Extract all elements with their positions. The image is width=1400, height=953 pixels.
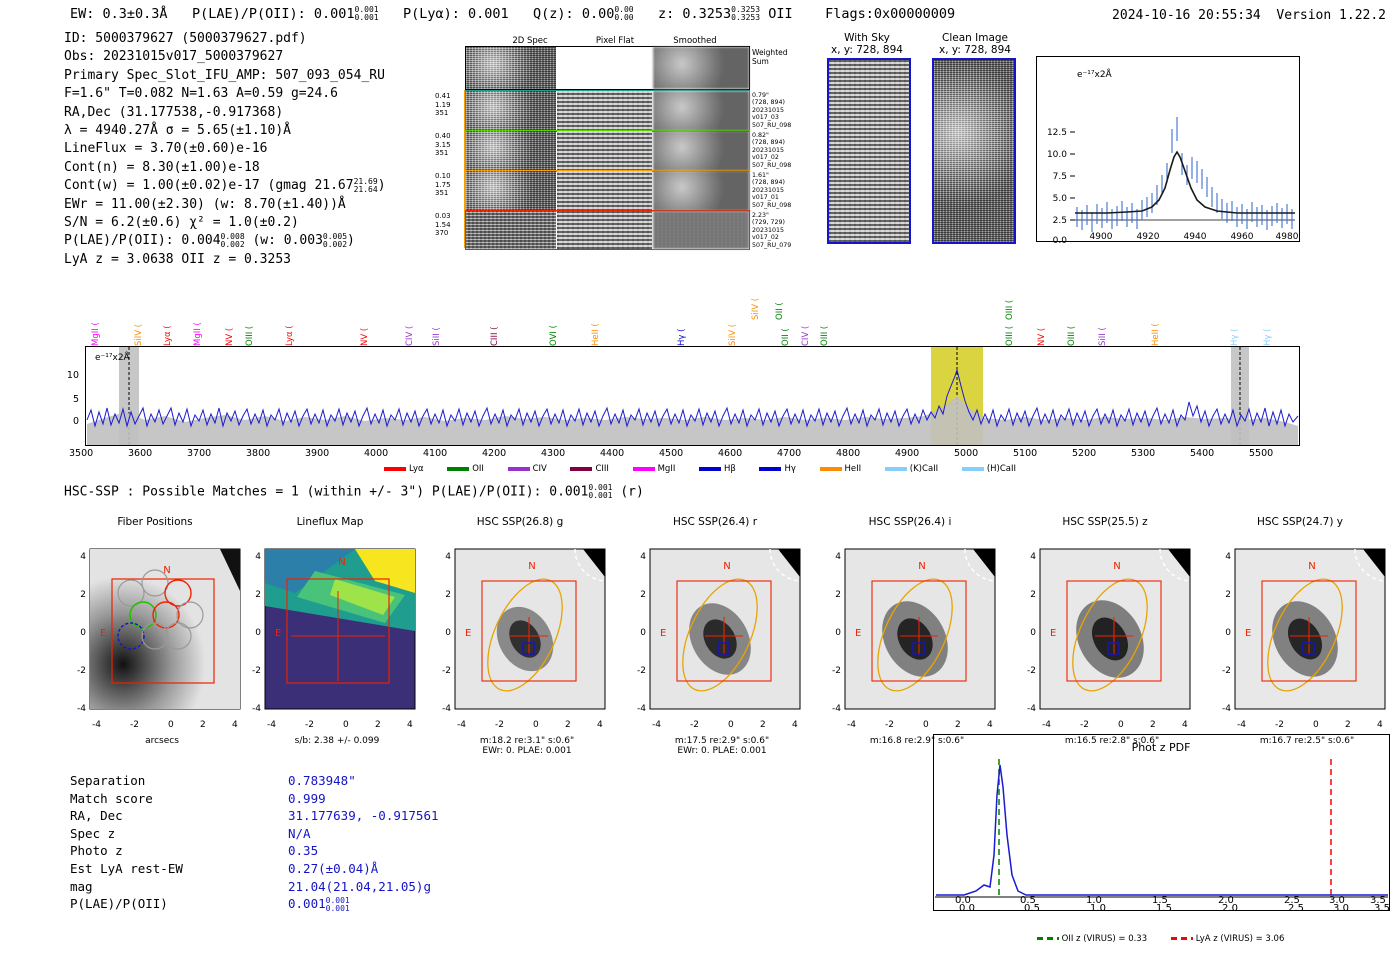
header-ew: EW: 0.3±0.3Å bbox=[70, 6, 168, 22]
svg-text:2: 2 bbox=[640, 590, 646, 600]
svg-text:N: N bbox=[528, 561, 536, 572]
header-plae-poii-errs: 0.001 0.001 bbox=[354, 5, 379, 22]
svg-text:4: 4 bbox=[1182, 720, 1188, 730]
svg-text:-2: -2 bbox=[252, 666, 261, 676]
summary-key: P(LAE)/P(OII) bbox=[70, 896, 168, 912]
summary-value: 0.35 bbox=[288, 843, 319, 859]
svg-text:E: E bbox=[1050, 628, 1057, 639]
full-spectrum-xticks: 3500 3600 3700 3800 3900 4000 4100 4200 4300 4400 4500 4600 4700 4800 4900 5000 5100 5200 5300 5400 5500 bbox=[69, 448, 1274, 459]
line-label: MgII ( bbox=[193, 322, 203, 346]
line-label: SiII ( bbox=[1098, 327, 1108, 346]
svg-text:10: 10 bbox=[66, 370, 79, 381]
header-plya: P(Lyα): 0.001 bbox=[402, 6, 509, 22]
svg-text:3.5: 3.5 bbox=[1374, 903, 1390, 914]
cutout-panel-hsc-g bbox=[425, 516, 615, 756]
svg-text:4: 4 bbox=[255, 552, 261, 562]
svg-text:-4: -4 bbox=[832, 704, 841, 714]
summary-row bbox=[70, 878, 439, 896]
panel-title: HSC SSP(26.4) i bbox=[868, 516, 952, 528]
fiber-left-val: 351 bbox=[435, 149, 449, 158]
panel-caption: m:18.2 re:3.1" s:0.6" bbox=[479, 736, 575, 746]
svg-text:-4: -4 bbox=[1027, 704, 1036, 714]
summary-value: 0.783948" bbox=[288, 773, 356, 788]
info-plae: P(LAE)/P(OII): 0.0040.008 0.002 (w: 0.0030.005 0.002) bbox=[64, 231, 355, 249]
panel-caption: EWr: 0. PLAE: 0.001 bbox=[677, 746, 767, 756]
cutout-panel-hsc-i bbox=[815, 516, 1005, 746]
info-lambda: λ = 4940.27Å σ = 5.65(±1.10)Å bbox=[64, 123, 291, 139]
svg-text:4900: 4900 bbox=[1089, 232, 1113, 242]
fiber-right-val: 20231015 bbox=[752, 106, 785, 114]
svg-text:0: 0 bbox=[835, 628, 841, 638]
header-qz: Q(z): 0.00 bbox=[533, 6, 615, 22]
svg-text:2: 2 bbox=[955, 720, 961, 730]
detection-info-block bbox=[64, 30, 386, 269]
svg-text:4: 4 bbox=[232, 720, 238, 730]
svg-text:2.5: 2.5 bbox=[1288, 903, 1304, 914]
panel-caption: arcsecs bbox=[145, 736, 179, 746]
summary-row bbox=[70, 807, 439, 825]
svg-text:0.0: 0.0 bbox=[959, 903, 975, 914]
summary-row bbox=[70, 895, 439, 913]
svg-text:0: 0 bbox=[1030, 628, 1036, 638]
clean-image-header bbox=[925, 32, 1025, 56]
summary-key: Est LyA rest-EW bbox=[70, 860, 183, 876]
svg-text:4920: 4920 bbox=[1136, 232, 1160, 242]
svg-text:4: 4 bbox=[1225, 552, 1231, 562]
summary-value: 21.04(21.04,21.05)g bbox=[288, 878, 431, 894]
info-cont-w: Cont(w) = 1.00(±0.02)e-17 (gmag 21.6721.69 21.64) bbox=[64, 176, 386, 194]
header-z: z: 0.3253 bbox=[657, 6, 732, 22]
line-label: CIV ( bbox=[801, 325, 811, 346]
svg-text:4: 4 bbox=[792, 720, 798, 730]
panel-caption: m:16.7 re:2.5" s:0.6" bbox=[1259, 736, 1355, 746]
svg-text:2: 2 bbox=[565, 720, 571, 730]
legend-item: HeII bbox=[820, 464, 862, 474]
svg-text:4: 4 bbox=[80, 552, 86, 562]
fiber-left-val: 0.40 bbox=[435, 132, 451, 140]
fiber-right-val: 0.79" bbox=[752, 92, 769, 99]
svg-text:0: 0 bbox=[1225, 628, 1231, 638]
summary-row bbox=[70, 860, 439, 878]
svg-text:5: 5 bbox=[72, 394, 79, 405]
svg-text:E: E bbox=[1245, 628, 1252, 639]
svg-text:N: N bbox=[918, 561, 926, 572]
info-lineflux: LineFlux = 3.70(±0.60)e-16 bbox=[64, 141, 268, 157]
weighted-sum-label bbox=[752, 48, 788, 66]
legend-item: CIII bbox=[570, 464, 608, 474]
panel-caption: m:16.5 re:2.8" s:0.6" bbox=[1064, 736, 1160, 746]
svg-text:0.5: 0.5 bbox=[1024, 903, 1040, 914]
panel-title: HSC SSP(25.5) z bbox=[1062, 516, 1148, 528]
svg-text:4: 4 bbox=[987, 720, 993, 730]
hsc-header-text: HSC-SSP : Possible Matches = 1 (within +/- 3") P(LAE)/P(OII): 0.001 bbox=[64, 484, 589, 500]
svg-text:4940: 4940 bbox=[1183, 232, 1207, 242]
svg-text:0: 0 bbox=[728, 720, 734, 730]
fiber-left-val: 3.15 bbox=[435, 140, 451, 149]
weighted-sum-flat bbox=[557, 47, 652, 89]
svg-text:2: 2 bbox=[80, 590, 86, 600]
header-summary-line bbox=[70, 6, 955, 22]
title-smoothed: Smoothed bbox=[673, 36, 717, 46]
svg-text:5.0: 5.0 bbox=[1052, 194, 1067, 204]
with-sky-title: With Sky bbox=[844, 32, 890, 44]
fiber-right-val: v017_02 bbox=[752, 154, 779, 162]
line-label: OII ( bbox=[781, 328, 791, 346]
line-label: Lyα ( bbox=[163, 325, 173, 346]
svg-text:2: 2 bbox=[255, 590, 261, 600]
header-plae-poii: P(LAE)/P(OII): 0.001 bbox=[191, 6, 355, 22]
svg-text:-2: -2 bbox=[885, 720, 894, 730]
svg-text:1.0: 1.0 bbox=[1090, 903, 1106, 914]
fiber-row bbox=[465, 130, 750, 172]
header-qz-errs: 0.00 0.00 bbox=[614, 5, 634, 22]
svg-text:N: N bbox=[723, 561, 731, 572]
svg-text:0: 0 bbox=[923, 720, 929, 730]
svg-text:4: 4 bbox=[1030, 552, 1036, 562]
header-version: Version 1.22.2 bbox=[1276, 8, 1386, 23]
svg-text:-2: -2 bbox=[690, 720, 699, 730]
line-label: NV ( bbox=[1037, 327, 1047, 346]
svg-text:2.5: 2.5 bbox=[1052, 216, 1067, 226]
line-label: SiII ( bbox=[432, 327, 442, 346]
line-label: NV ( bbox=[360, 327, 370, 346]
summary-value: 0.27(±0.04)Å bbox=[288, 860, 379, 876]
line-label: MgII ( bbox=[91, 322, 101, 346]
fiber-right-val: v017_01 bbox=[752, 194, 779, 202]
svg-text:4: 4 bbox=[835, 552, 841, 562]
fiber-left-val: 370 bbox=[435, 229, 449, 238]
weighted-sum-label-l1: Weighted bbox=[752, 48, 788, 57]
svg-text:E: E bbox=[465, 628, 472, 639]
fiber-right-val: 507_RU_098 bbox=[752, 161, 792, 169]
summary-key: RA, Dec bbox=[70, 808, 123, 824]
svg-text:0.0: 0.0 bbox=[1052, 236, 1067, 246]
line-label: Hγ ( bbox=[1263, 328, 1273, 346]
svg-text:10.0: 10.0 bbox=[1046, 150, 1067, 160]
svg-text:-2: -2 bbox=[1027, 666, 1036, 676]
line-label: OIII ( bbox=[820, 325, 830, 346]
info-zline: LyA z = 3.0638 OII z = 0.3253 bbox=[64, 251, 291, 267]
svg-text:2: 2 bbox=[1345, 720, 1351, 730]
svg-text:N: N bbox=[338, 557, 346, 568]
panel-caption: EWr: 0. PLAE: 0.001 bbox=[482, 746, 572, 756]
line-label: OIII ( bbox=[1005, 299, 1015, 320]
summary-key: Spec z bbox=[70, 825, 116, 841]
svg-text:12.5: 12.5 bbox=[1046, 128, 1067, 138]
header-timestamp-version bbox=[1112, 8, 1386, 23]
summary-key: Match score bbox=[70, 790, 153, 806]
panel-title: HSC SSP(26.4) r bbox=[672, 516, 758, 528]
svg-text:0: 0 bbox=[343, 720, 349, 730]
svg-text:N: N bbox=[1308, 561, 1316, 572]
with-sky-image bbox=[827, 58, 911, 244]
svg-text:e⁻¹⁷x2Å: e⁻¹⁷x2Å bbox=[95, 353, 130, 363]
header-flags: Flags:0x00000009 bbox=[825, 6, 956, 22]
svg-text:E: E bbox=[660, 628, 667, 639]
svg-text:-2: -2 bbox=[77, 666, 86, 676]
svg-text:4: 4 bbox=[407, 720, 413, 730]
fiber-row bbox=[465, 90, 750, 132]
svg-text:-4: -4 bbox=[1237, 720, 1246, 730]
photz-legend bbox=[933, 925, 1388, 944]
spectrum-legend bbox=[0, 456, 1400, 475]
svg-text:0: 0 bbox=[1118, 720, 1124, 730]
info-seeing: F=1.6" T=0.082 N=1.63 A=0.59 g=24.6 bbox=[64, 86, 338, 102]
fiber-rows bbox=[465, 90, 748, 248]
full-spectrum-panel bbox=[66, 278, 1300, 463]
svg-text:4: 4 bbox=[1377, 720, 1383, 730]
svg-text:1.5: 1.5 bbox=[1156, 903, 1172, 914]
fiber-row-left-labels bbox=[435, 92, 451, 250]
fiber-right-val: 2.23" bbox=[752, 212, 769, 219]
panel-title: HSC SSP(24.7) y bbox=[1256, 516, 1343, 528]
photz-pdf-plot bbox=[933, 734, 1390, 914]
fiber-right-val: (728, 894) bbox=[752, 179, 785, 187]
emission-line-zoom-plot bbox=[1036, 56, 1300, 246]
fiber-right-val: 20231015 bbox=[752, 226, 785, 234]
line-label: Hγ ( bbox=[1230, 328, 1240, 346]
header-z-type: OII bbox=[768, 6, 793, 22]
info-id: ID: 5000379627 (5000379627.pdf) bbox=[64, 31, 307, 46]
clean-image-image bbox=[932, 58, 1016, 244]
hsc-header-tail: (r) bbox=[620, 484, 644, 500]
weighted-sum-2dspec bbox=[466, 47, 556, 89]
svg-text:-4: -4 bbox=[637, 704, 646, 714]
svg-text:-2: -2 bbox=[305, 720, 314, 730]
line-label: HeII ( bbox=[1151, 323, 1161, 346]
cutout-panel-fiber-positions bbox=[60, 516, 250, 746]
svg-text:2: 2 bbox=[1030, 590, 1036, 600]
svg-text:0: 0 bbox=[1313, 720, 1319, 730]
legend-item-oii-z bbox=[1037, 934, 1148, 944]
fiber-right-val: 20231015 bbox=[752, 186, 785, 194]
legend-item: Lyα bbox=[384, 464, 424, 474]
fiber-left-val: 0.41 bbox=[435, 92, 451, 100]
header-date: 2024-10-16 20:55:34 bbox=[1112, 8, 1261, 23]
legend-item: CIV bbox=[508, 464, 547, 474]
info-cont-n: Cont(n) = 8.30(±1.00)e-18 bbox=[64, 159, 260, 175]
svg-text:-4: -4 bbox=[1042, 720, 1051, 730]
line-label: OIII ( bbox=[1067, 325, 1077, 346]
fiber-right-val: 0.82" bbox=[752, 132, 769, 139]
fiber-row-right-labels bbox=[752, 92, 791, 250]
cutout-panel-hsc-y bbox=[1205, 516, 1395, 746]
legend-label: LyA z (VIRUS) = 3.06 bbox=[1195, 933, 1285, 944]
clean-image-title: Clean Image bbox=[941, 32, 1009, 44]
svg-text:-4: -4 bbox=[77, 704, 86, 714]
svg-text:-4: -4 bbox=[1222, 704, 1231, 714]
fiber-left-val: 351 bbox=[435, 109, 449, 118]
svg-text:-4: -4 bbox=[847, 720, 856, 730]
summary-row bbox=[70, 790, 439, 808]
svg-text:-4: -4 bbox=[267, 720, 276, 730]
fiber-left-val: 351 bbox=[435, 189, 449, 198]
panel-caption: m:17.5 re:2.9" s:0.6" bbox=[674, 736, 770, 746]
summary-row bbox=[70, 842, 439, 860]
line-label: CIV ( bbox=[405, 325, 415, 346]
fiber-left-val: 1.75 bbox=[435, 180, 451, 189]
svg-text:4: 4 bbox=[445, 552, 451, 562]
line-label: SiIV ( bbox=[728, 323, 738, 346]
weighted-sum-smoothed bbox=[653, 47, 749, 89]
svg-text:E: E bbox=[275, 628, 282, 639]
svg-text:3.0: 3.0 bbox=[1333, 903, 1349, 914]
weighted-sum-strip bbox=[465, 46, 750, 90]
summary-key: mag bbox=[70, 878, 93, 894]
svg-text:E: E bbox=[100, 628, 107, 639]
line-label: OVI ( bbox=[549, 325, 559, 346]
svg-text:2: 2 bbox=[760, 720, 766, 730]
svg-text:-2: -2 bbox=[495, 720, 504, 730]
svg-text:N: N bbox=[1113, 561, 1121, 572]
svg-text:2: 2 bbox=[1225, 590, 1231, 600]
svg-text:-4: -4 bbox=[652, 720, 661, 730]
fiber-right-val: v017_02 bbox=[752, 234, 779, 242]
line-label: Lyα ( bbox=[285, 325, 295, 346]
line-label: NV ( bbox=[225, 327, 235, 346]
fiber-left-val: 0.10 bbox=[435, 172, 451, 180]
with-sky-subtitle: x, y: 728, 894 bbox=[831, 44, 903, 56]
svg-text:-2: -2 bbox=[832, 666, 841, 676]
svg-text:-4: -4 bbox=[457, 720, 466, 730]
fiber-left-val: 1.19 bbox=[435, 100, 451, 109]
panel-caption: m:16.8 re:2.9" s:0.6" bbox=[869, 736, 965, 746]
svg-text:2: 2 bbox=[200, 720, 206, 730]
panel-title: Lineflux Map bbox=[296, 516, 364, 528]
fiber-right-val: 1.61" bbox=[752, 172, 769, 179]
fiber-right-val: 507_RU_098 bbox=[752, 121, 792, 129]
line-label: Hγ ( bbox=[677, 328, 687, 346]
cutout-panel-lineflux-map bbox=[235, 516, 425, 746]
summary-key: Photo z bbox=[70, 843, 123, 859]
svg-text:N: N bbox=[163, 565, 171, 576]
svg-text:2.0: 2.0 bbox=[1222, 903, 1238, 914]
svg-text:-4: -4 bbox=[442, 704, 451, 714]
info-radec: RA,Dec (31.177538,-0.917368) bbox=[64, 104, 284, 120]
svg-text:0: 0 bbox=[72, 416, 79, 427]
line-label: HeII ( bbox=[591, 323, 601, 346]
svg-text:4980: 4980 bbox=[1275, 232, 1299, 242]
legend-item-lya-z bbox=[1171, 934, 1285, 944]
photz-xticks: 0.0 0.5 1.0 1.5 2.0 2.5 3.0 3.5 bbox=[955, 895, 1386, 906]
cutout-panel-hsc-r bbox=[620, 516, 810, 756]
weighted-sum-label-l2: Sum bbox=[752, 57, 769, 66]
line-label: OIII ( bbox=[1005, 325, 1015, 346]
svg-text:0: 0 bbox=[533, 720, 539, 730]
svg-text:-2: -2 bbox=[442, 666, 451, 676]
summary-table bbox=[70, 772, 439, 913]
fiber-right-val: 507_RU_098 bbox=[752, 201, 792, 209]
summary-value-errs: 0.001 0.001 bbox=[325, 895, 350, 913]
line-label: OIII ( bbox=[245, 325, 255, 346]
title-2dspec: 2D Spec bbox=[512, 36, 548, 46]
svg-text:-4: -4 bbox=[252, 704, 261, 714]
legend-label: OII z (VIRUS) = 0.33 bbox=[1061, 933, 1148, 944]
svg-text:0: 0 bbox=[168, 720, 174, 730]
fiber-left-val: 1.54 bbox=[435, 220, 451, 229]
summary-value: 0.999 bbox=[288, 790, 326, 806]
legend-item: MgII bbox=[633, 464, 676, 474]
legend-item: (K)CaII bbox=[885, 464, 938, 474]
line-label: SiIV ( bbox=[751, 297, 761, 320]
full-spectrum-svg bbox=[66, 346, 1300, 446]
svg-text:0: 0 bbox=[445, 628, 451, 638]
fiber-row bbox=[465, 170, 750, 212]
svg-text:4: 4 bbox=[640, 552, 646, 562]
svg-text:2: 2 bbox=[445, 590, 451, 600]
fiber-left-val: 0.03 bbox=[435, 212, 451, 220]
header-z-errs: 0.3253 0.3253 bbox=[731, 5, 761, 22]
line-label: SiIV ( bbox=[134, 323, 144, 346]
legend-item: (H)CaII bbox=[962, 464, 1016, 474]
clean-image-subtitle: x, y: 728, 894 bbox=[939, 44, 1011, 56]
fiber-right-val: 20231015 bbox=[752, 146, 785, 154]
line-label: CIII ( bbox=[490, 326, 500, 346]
fiber-right-val: (728, 894) bbox=[752, 139, 785, 147]
svg-text:-2: -2 bbox=[1275, 720, 1284, 730]
fiber-right-val: 507_RU_079 bbox=[752, 241, 792, 249]
svg-text:2: 2 bbox=[835, 590, 841, 600]
fiber-row bbox=[465, 210, 750, 250]
fiber-right-val: (728, 894) bbox=[752, 99, 785, 107]
svg-text:4960: 4960 bbox=[1230, 232, 1254, 242]
panel-title: Fiber Positions bbox=[117, 516, 193, 528]
svg-text:2: 2 bbox=[1150, 720, 1156, 730]
title-pixelflat: Pixel Flat bbox=[595, 36, 635, 46]
summary-value: N/A bbox=[288, 825, 311, 841]
summary-value: 0.001 bbox=[288, 896, 326, 912]
summary-value: 31.177639, -0.917561 bbox=[288, 808, 439, 824]
info-slot: Primary Spec_Slot_IFU_AMP: 507_093_054_RU bbox=[64, 67, 385, 83]
info-obs: Obs: 20231015v017_5000379627 bbox=[64, 49, 284, 65]
svg-text:0: 0 bbox=[255, 628, 261, 638]
svg-text:e⁻¹⁷x2Å: e⁻¹⁷x2Å bbox=[1077, 70, 1112, 80]
fiber-right-val: v017_03 bbox=[752, 114, 779, 122]
photz-title: Phot z PDF bbox=[1131, 741, 1191, 754]
svg-text:0: 0 bbox=[640, 628, 646, 638]
summary-row bbox=[70, 825, 439, 843]
cutout-panel-hsc-z bbox=[1010, 516, 1200, 746]
legend-item: Hγ bbox=[759, 464, 795, 474]
summary-key: Separation bbox=[70, 773, 146, 788]
hsc-header bbox=[64, 484, 644, 500]
svg-text:2: 2 bbox=[375, 720, 381, 730]
svg-text:-2: -2 bbox=[1080, 720, 1089, 730]
svg-text:-2: -2 bbox=[1222, 666, 1231, 676]
info-sn: S/N = 6.2(±0.6) χ² = 1.0(±0.2) bbox=[64, 215, 299, 231]
info-ewr: EWr = 11.00(±2.30) (w: 8.70(±1.40))Å bbox=[64, 196, 346, 212]
emission-line-labels bbox=[85, 278, 1300, 346]
line-label: OII ( bbox=[775, 302, 785, 320]
svg-text:4: 4 bbox=[597, 720, 603, 730]
legend-item: OII bbox=[447, 464, 484, 474]
svg-text:7.5: 7.5 bbox=[1052, 172, 1067, 182]
svg-text:-4: -4 bbox=[92, 720, 101, 730]
legend-item: Hβ bbox=[699, 464, 736, 474]
svg-text:-2: -2 bbox=[637, 666, 646, 676]
svg-text:E: E bbox=[855, 628, 862, 639]
panel-caption: s/b: 2.38 +/- 0.099 bbox=[294, 736, 380, 746]
fiber-right-val: (729, 729) bbox=[752, 219, 785, 227]
svg-text:-2: -2 bbox=[130, 720, 139, 730]
svg-text:0: 0 bbox=[80, 628, 86, 638]
panel-title: HSC SSP(26.8) g bbox=[476, 516, 564, 528]
hsc-header-errs: 0.001 0.001 bbox=[588, 483, 613, 500]
with-sky-header bbox=[822, 32, 912, 56]
summary-row bbox=[70, 772, 439, 790]
